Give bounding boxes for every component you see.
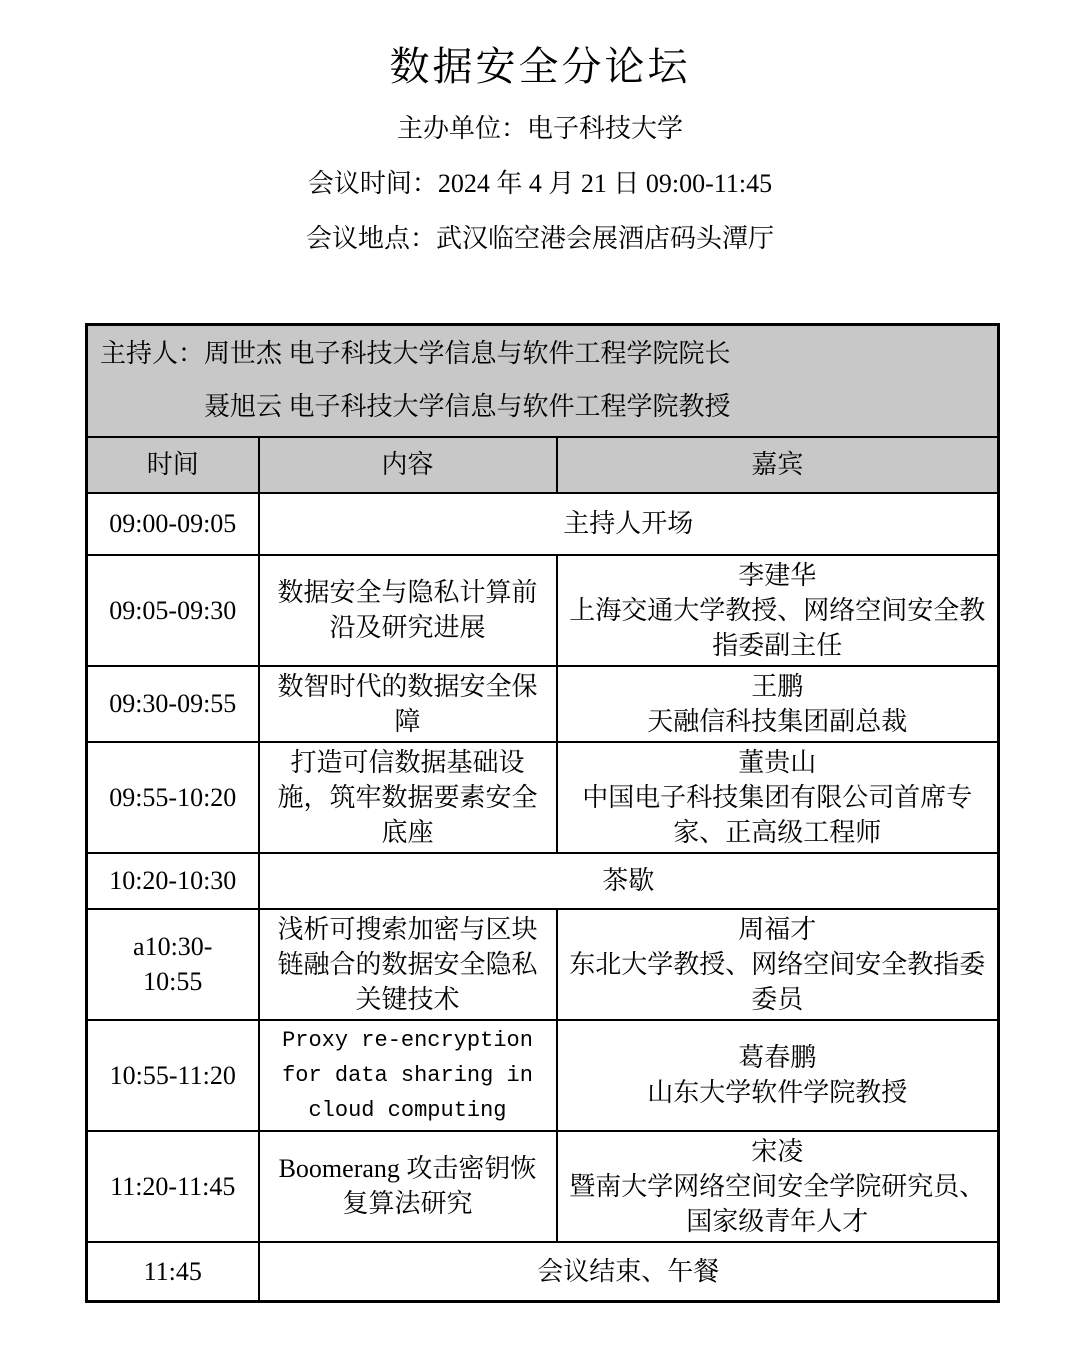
guest-name: 董贵山: [738, 747, 817, 777]
time-cell: a10:30-10:55: [87, 909, 259, 1020]
hosts-cell: [87, 325, 999, 437]
table-row: [87, 555, 999, 666]
host-line-2: 聂旭云 电子科技大学信息与软件工程学院教授: [204, 392, 731, 422]
time-cell: 10:55-11:20: [87, 1020, 259, 1131]
column-header-row: [87, 437, 999, 493]
column-header-guest: 嘉宾: [557, 437, 999, 493]
guest-name: 李建华: [738, 560, 817, 590]
meeting-location-line: 会议地点：武汉临空港会展酒店码头潭厅: [305, 224, 774, 253]
time-cell: 11:45: [87, 1242, 259, 1302]
guest-cell: [557, 742, 999, 853]
content-cell: 茶歇: [259, 853, 999, 909]
page-title: 数据安全分论坛: [389, 44, 691, 89]
content-cell: Boomerang 攻击密钥恢复算法研究: [259, 1131, 557, 1242]
guest-cell: [557, 1131, 999, 1242]
column-header-content: 内容: [259, 437, 557, 493]
time-cell: 09:05-09:30: [87, 555, 259, 666]
guest-title: 中国电子科技集团有限公司首席专家、正高级工程师: [582, 782, 973, 847]
guest-cell: [557, 555, 999, 666]
content-cell: 数据安全与隐私计算前沿及研究进展: [259, 555, 557, 666]
table-row: [87, 853, 999, 909]
guest-title: 山东大学软件学院教授: [647, 1078, 908, 1107]
meeting-time-line: 会议时间：2024 年 4 月 21 日 09:00-11:45: [307, 169, 773, 198]
document-page: [0, 45, 1080, 1370]
table-row: [87, 493, 999, 555]
guest-cell: [557, 1020, 999, 1131]
time-cell: 09:30-09:55: [87, 666, 259, 742]
guest-name: 葛春鹏: [738, 1043, 817, 1072]
time-cell: 10:20-10:30: [87, 853, 259, 909]
content-cell: 数智时代的数据安全保障: [259, 666, 557, 742]
table-row: [87, 1131, 999, 1242]
content-cell: 主持人开场: [259, 493, 999, 555]
guest-name: 王鹏: [751, 671, 804, 701]
guest-title: 东北大学教授、网络空间安全教指委委员: [569, 949, 986, 1014]
table-row: [87, 1242, 999, 1302]
organizer-line: 主办单位：电子科技大学: [396, 114, 683, 143]
content-cell: 会议结束、午餐: [259, 1242, 999, 1302]
table-row: [87, 909, 999, 1020]
time-cell: 09:55-10:20: [87, 742, 259, 853]
time-cell: 11:20-11:45: [87, 1131, 259, 1242]
content-cell: Proxy re-encryption for data sharing in cloud computing: [259, 1020, 557, 1131]
hosts-row: [87, 325, 999, 437]
host-line-1: 主持人：周世杰 电子科技大学信息与软件工程学院院长: [100, 339, 731, 369]
time-cell: 09:00-09:05: [87, 493, 259, 555]
guest-cell: [557, 909, 999, 1020]
table-row: [87, 666, 999, 742]
agenda-table: [85, 323, 1000, 1303]
guest-cell: [557, 666, 999, 742]
table-row: [87, 742, 999, 853]
guest-title: 天融信科技集团副总裁: [647, 706, 908, 736]
content-cell: 浅析可搜索加密与区块链融合的数据安全隐私关键技术: [259, 909, 557, 1020]
table-row: [87, 1020, 999, 1131]
guest-title: 上海交通大学教授、网络空间安全教指委副主任: [569, 595, 986, 660]
guest-name: 周福才: [738, 914, 817, 944]
content-cell: 打造可信数据基础设施，筑牢数据要素安全底座: [259, 742, 557, 853]
column-header-time: 时间: [87, 437, 259, 493]
guest-title: 暨南大学网络空间安全学院研究员、国家级青年人才: [569, 1171, 986, 1236]
guest-name: 宋凌: [751, 1136, 804, 1166]
